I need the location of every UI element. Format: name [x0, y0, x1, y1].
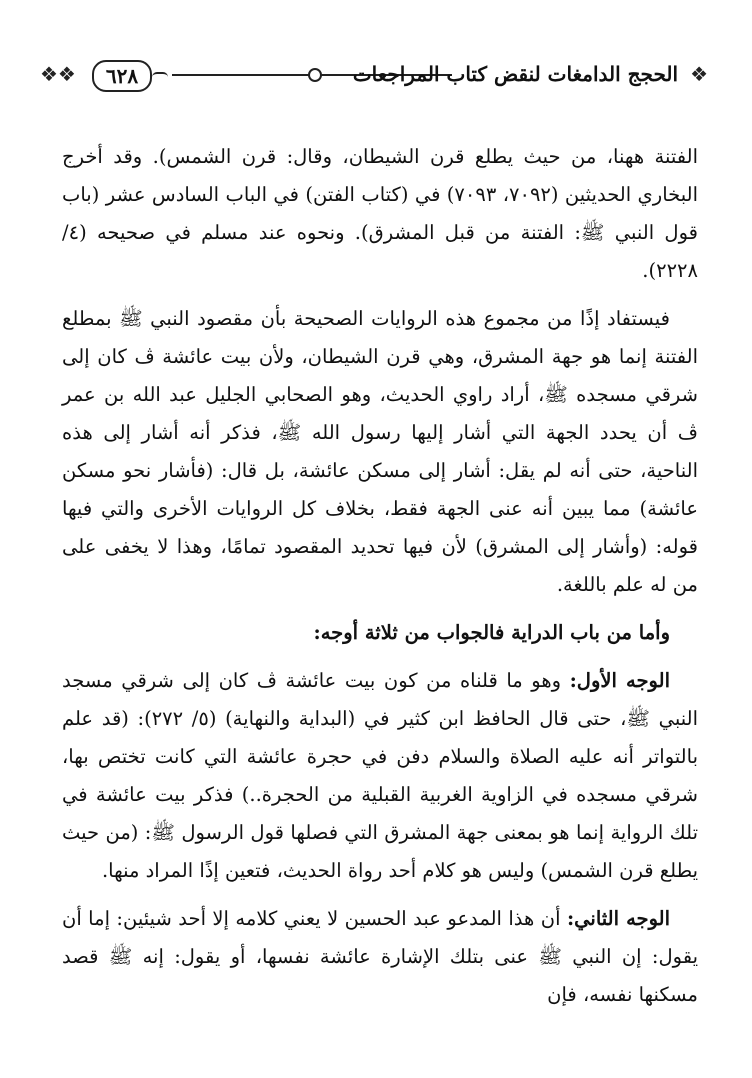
section-heading: وأما من باب الدراية فالجواب من ثلاثة أوجه: — [313, 621, 670, 644]
first-aspect-text: وهو ما قلناه من كون بيت عائشة ڤ كان إلى شرقي مسجد النبي ﷺ، حتى قال الحافظ ابن كثير في (البداية والنهاية) (٥/ ٢٧٢): (قد علم بالتواتر أنه عليه الصلاة والسلام دفن في حجرة عائشة التي كانت تختص بها، شرقي مسجده في الزاوية الغربية القبلية من الحجرة..) فذكر بيت عائشة في تلك الرواية إنما هو بمعنى جهة المشرق التي فصلها قول الرسول ﷺ: (من حيث يطلع قرن الشمس) وليس هو كلام أحد رواة الحديث، فتعين إذًا المراد منها. — [62, 669, 698, 882]
second-aspect-label: الوجه الثاني: — [566, 907, 671, 930]
header-ornament-right: ❖ — [690, 62, 708, 86]
second-aspect-text: أن هذا المدعو عبد الحسين لا يعني كلامه إلا أحد شيئين: إما أن يقول: إن النبي ﷺ عنى بتلك الإشارة عائشة نفسها، أو يقول: إنه ﷺ قصد مسكنها نفسه، فإن — [62, 907, 698, 1006]
header-flourish — [152, 72, 168, 82]
page-body — [62, 138, 698, 1014]
paragraph-2: فيستفاد إذًا من مجموع هذه الروايات الصحيحة بأن مقصود النبي ﷺ بمطلع الفتنة إنما هو جهة المشرق، وهي قرن الشيطان، ولأن بيت عائشة ڤ كان إلى شرقي مسجده ﷺ، أراد راوي الحديث، وهو الصحابي الجليل عبد الله بن عمر ڤ أن يحدد الجهة التي أشار إليها رسول الله ﷺ، فذكر أنه أشار إلى هذه الناحية، حتى أنه لم يقل: أشار إلى مسكن عائشة، بل قال: (فأشار نحو مسكن عائشة) مما يبين أنه عنى الجهة فقط، بخلاف كل الروايات الأخرى والتي فيها قوله: (وأشار إلى المشرق) لأن فيها تحديد المقصود تمامًا، وهذا لا يخفى على من له علم باللغة. — [62, 307, 698, 596]
first-aspect-label: الوجه الأول: — [569, 669, 670, 692]
paragraph-second-aspect — [62, 900, 698, 1014]
header-ornament-left: ❖❖ — [40, 62, 76, 86]
page-number: ٦٢٨ — [92, 60, 152, 92]
page-header — [40, 56, 708, 96]
paragraph-first-aspect — [62, 662, 698, 890]
running-title: الحجج الدامغات لنقض كتاب المراجعات — [352, 62, 678, 86]
paragraph-1: الفتنة ههنا، من حيث يطلع قرن الشيطان، وقال: قرن الشمس). وقد أخرج البخاري الحديثين (٧٠٩٢، ٧٠٩٣) في (كتاب الفتن) في الباب السادس عشر (باب قول النبي ﷺ: الفتنة من قبل المشرق). ونحوه عند مسلم في صحيحه (٤/ ٢٢٢٨). — [62, 145, 698, 282]
header-rule-ornament — [308, 68, 322, 82]
